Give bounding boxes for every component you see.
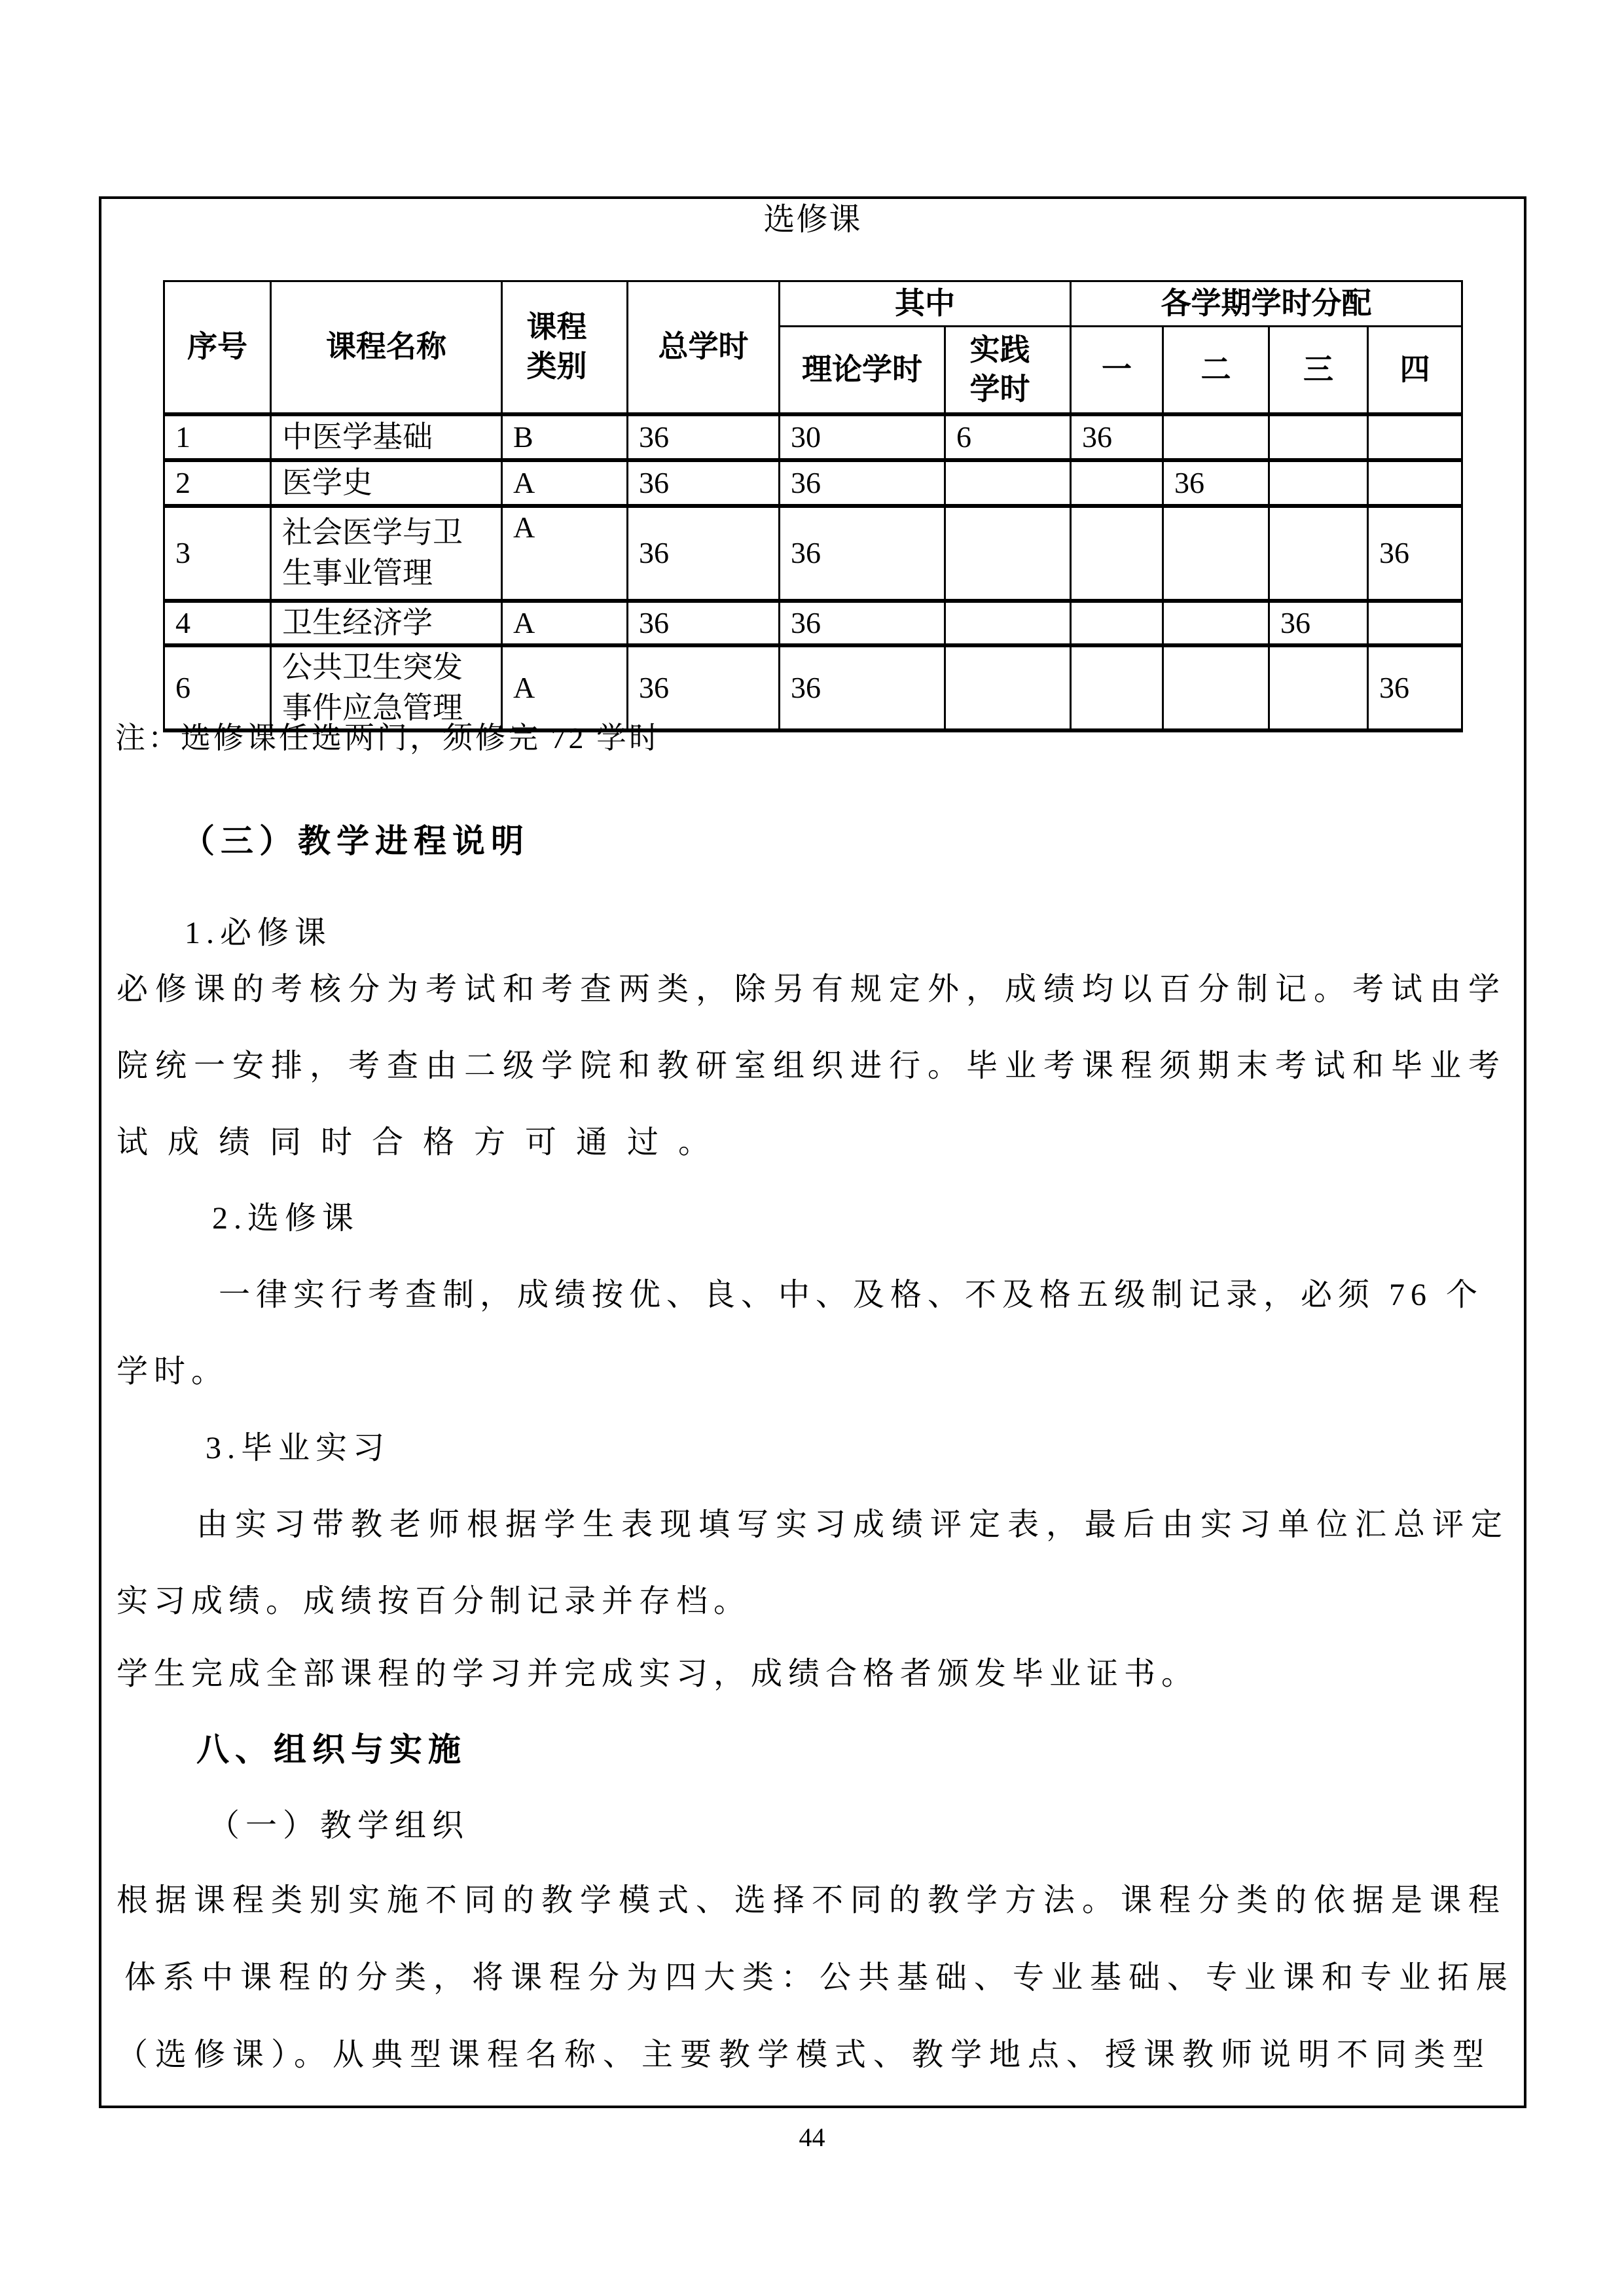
- cell-practice: [945, 645, 1071, 730]
- col-header-sem2: 二: [1163, 327, 1269, 414]
- cell-total: 36: [628, 414, 780, 460]
- table-note: 注：选修课任选两门，须修完 72 学时: [115, 721, 662, 755]
- cell-theory: 36: [780, 460, 945, 506]
- section-heading-3: （三）教学进程说明: [182, 823, 530, 859]
- cell-sem1: [1071, 506, 1163, 601]
- cell-sem4: 36: [1368, 506, 1462, 601]
- table-row: [164, 601, 1462, 645]
- cell-sem3: [1269, 506, 1368, 601]
- cell-theory: 36: [780, 645, 945, 730]
- col-header-sem3: 三: [1269, 327, 1368, 414]
- cell-sem3: 36: [1269, 601, 1368, 645]
- paragraph-line: 一律实行考查制，成绩按优、良、中、及格、不及格五级制记录，必须 76 个: [219, 1278, 1484, 1312]
- list-item-3: 3.毕业实习: [206, 1431, 391, 1465]
- cell-theory: 30: [780, 414, 945, 460]
- cell-sem4: 36: [1368, 645, 1462, 730]
- cell-category: A: [502, 506, 628, 601]
- cell-sem2: 36: [1163, 460, 1269, 506]
- page-number: 44: [799, 2123, 825, 2152]
- col-header-among: 其中: [780, 281, 1071, 327]
- col-header-course: 课程名称: [271, 281, 502, 414]
- cell-theory: 36: [780, 601, 945, 645]
- cell-sem3: [1269, 414, 1368, 460]
- paragraph-line: 试成绩同时合格方可通过。: [117, 1125, 730, 1160]
- cell-sem3: [1269, 460, 1368, 506]
- cell-course: 卫生经济学: [271, 601, 502, 645]
- col-header-sem4: 四: [1368, 327, 1462, 414]
- cell-practice: [945, 506, 1071, 601]
- cell-category: A: [502, 460, 628, 506]
- cell-course: 医学史: [271, 460, 502, 506]
- col-header-category: 课程类别: [502, 281, 628, 414]
- cell-sem1: [1071, 645, 1163, 730]
- cell-sem4: [1368, 601, 1462, 645]
- elective-courses-table: [163, 280, 1463, 732]
- header-row-1: [164, 281, 1462, 327]
- cell-total: 36: [628, 645, 780, 730]
- cell-theory: 36: [780, 506, 945, 601]
- cell-seq: 1: [164, 414, 271, 460]
- cell-sem1: 36: [1071, 414, 1163, 460]
- col-header-semester-dist: 各学期学时分配: [1071, 281, 1462, 327]
- col-header-seq: 序号: [164, 281, 271, 414]
- subsection-heading-8-1: （一）教学组织: [208, 1808, 470, 1843]
- cell-seq: 4: [164, 601, 271, 645]
- cell-sem1: [1071, 601, 1163, 645]
- list-item-1: 1.必修课: [185, 916, 333, 950]
- col-header-total: 总学时: [628, 281, 780, 414]
- cell-total: 36: [628, 460, 780, 506]
- cell-practice: [945, 460, 1071, 506]
- table-row: [164, 506, 1462, 601]
- cell-total: 36: [628, 506, 780, 601]
- section-heading-8: 八、组织与实施: [196, 1731, 467, 1768]
- col-header-practice: 实践学时: [945, 327, 1071, 414]
- cell-total: 36: [628, 601, 780, 645]
- cell-sem4: [1368, 414, 1462, 460]
- cell-sem2: [1163, 414, 1269, 460]
- paragraph-line: 院统一安排，考查由二级学院和教研室组织进行。毕业考课程须期末考试和毕业考: [117, 1049, 1507, 1083]
- paragraph-line: 体系中课程的分类，将课程分为四大类：公共基础、专业基础、专业课和专业拓展: [124, 1960, 1515, 1995]
- cell-sem2: [1163, 601, 1269, 645]
- table-row: [164, 645, 1462, 730]
- paragraph-line: 实习成绩。成绩按百分制记录并存档。: [117, 1584, 751, 1619]
- paragraph-line: 根据课程类别实施不同的教学模式、选择不同的教学方法。课程分类的依据是课程: [117, 1883, 1507, 1918]
- cell-sem3: [1269, 645, 1368, 730]
- cell-practice: 6: [945, 414, 1071, 460]
- cell-sem2: [1163, 645, 1269, 730]
- col-header-sem1: 一: [1071, 327, 1163, 414]
- col-header-theory: 理论学时: [780, 327, 945, 414]
- cell-category: A: [502, 601, 628, 645]
- table-row: [164, 414, 1462, 460]
- paragraph-line: 学生完成全部课程的学习并完成实习，成绩合格者颁发毕业证书。: [117, 1657, 1199, 1691]
- cell-practice: [945, 601, 1071, 645]
- cell-category: A: [502, 645, 628, 730]
- list-item-2: 2.选修课: [212, 1201, 360, 1236]
- cell-sem1: [1071, 460, 1163, 506]
- paragraph-line: 由实习带教老师根据学生表现填写实习成绩评定表，最后由实习单位汇总评定: [196, 1507, 1510, 1542]
- cell-course: 中医学基础: [271, 414, 502, 460]
- cell-seq: 6: [164, 645, 271, 730]
- cell-course: 社会医学与卫生事业管理: [271, 506, 502, 601]
- cell-seq: 3: [164, 506, 271, 601]
- cell-category: B: [502, 414, 628, 460]
- paragraph-line: 必修课的考核分为考试和考查两类，除另有规定外，成绩均以百分制记。考试由学: [117, 972, 1507, 1007]
- table-title: 选修课: [763, 202, 862, 237]
- cell-course: 公共卫生突发事件应急管理: [271, 645, 502, 730]
- cell-seq: 2: [164, 460, 271, 506]
- cell-sem4: [1368, 460, 1462, 506]
- paragraph-line: 学时。: [117, 1354, 229, 1389]
- table-row: [164, 460, 1462, 506]
- cell-sem2: [1163, 506, 1269, 601]
- paragraph-line: （选修课）。从典型课程名称、主要教学模式、教学地点、授课教师说明不同类型: [117, 2037, 1492, 2072]
